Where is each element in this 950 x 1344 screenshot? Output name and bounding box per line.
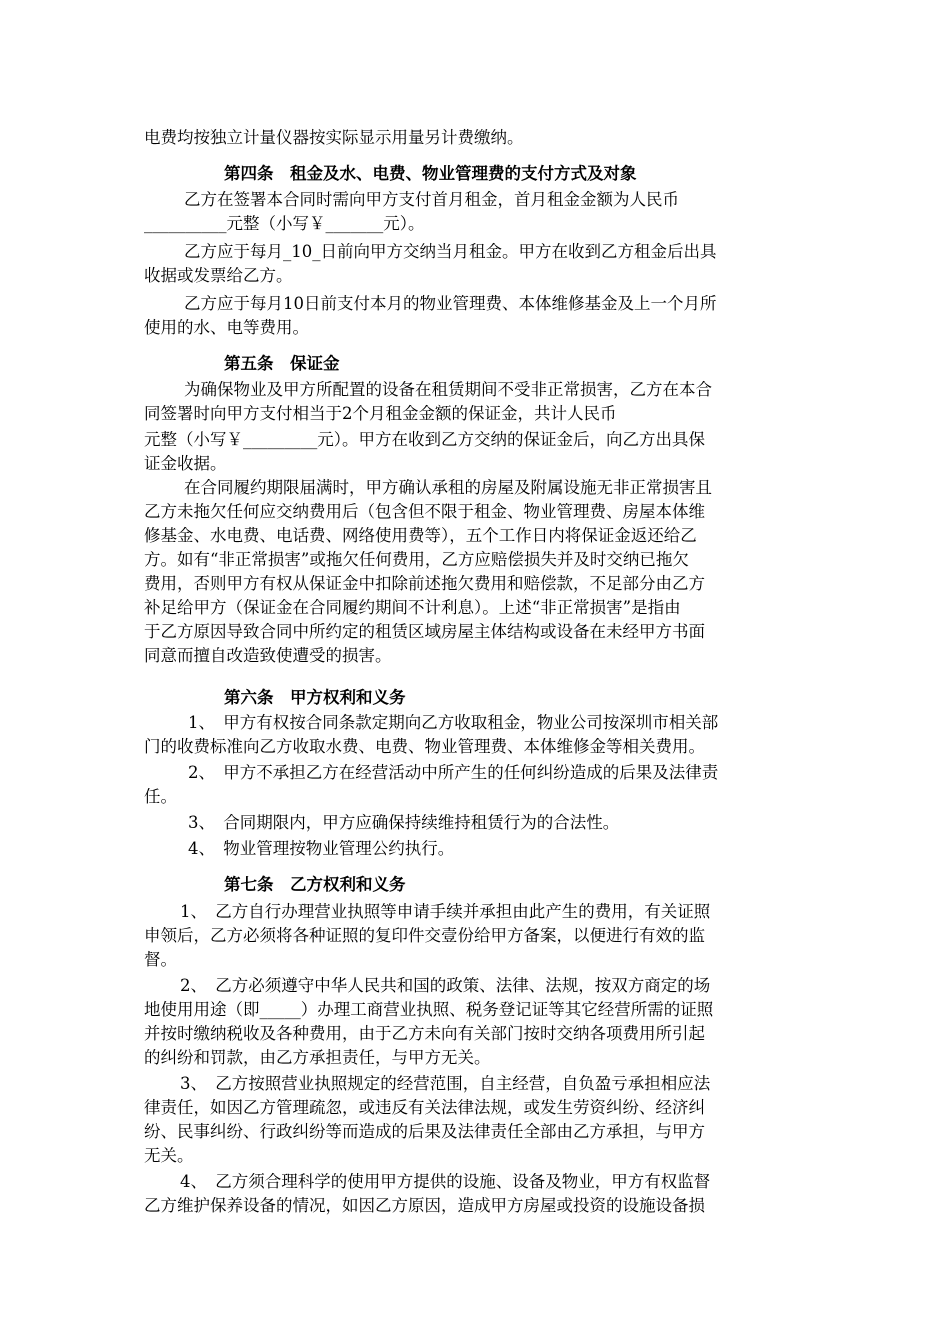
body-line: 于乙方原因导致合同中所约定的租赁区域房屋主体结构或设备在未经甲方书面	[144, 622, 705, 641]
body-line: 2、 甲方不承担乙方在经营活动中所产生的任何纠纷造成的后果及法律责	[188, 763, 719, 782]
body-line: 费用，否则甲方有权从保证金中扣除前述拖欠费用和赔偿款，不足部分由乙方	[144, 574, 705, 593]
body-line: 3、 合同期限内，甲方应确保持续维持租赁行为的合法性。	[188, 813, 620, 832]
body-line: 3、 乙方按照营业执照规定的经营范围，自主经营，自负盈亏承担相应法	[180, 1074, 711, 1093]
body-line: 证金收据。	[144, 454, 227, 473]
body-line: 4、 乙方须合理科学的使用甲方提供的设施、设备及物业，甲方有权监督	[180, 1172, 711, 1191]
body-line: 并按时缴纳税收及各种费用，由于乙方未向有关部门按时交纳各项费用所引起	[144, 1024, 705, 1043]
body-line: 为确保物业及甲方所配置的设备在租赁期间不受非正常损害，乙方在本合	[184, 380, 712, 399]
body-line: 申领后，乙方必须将各种证照的复印件交壹份给甲方备案，以便进行有效的监	[144, 926, 705, 945]
body-line: 电费均按独立计量仪器按实际显示用量另计费缴纳。	[144, 128, 524, 147]
article-4-heading: 第四条 租金及水、电费、物业管理费的支付方式及对象	[224, 164, 637, 183]
article-7-heading: 第七条 乙方权利和义务	[224, 875, 406, 894]
body-line: 督。	[144, 950, 177, 969]
body-line: 收据或发票给乙方。	[144, 266, 293, 285]
body-line: 律责任，如因乙方管理疏忽，或违反有关法律法规，或发生劳资纠纷、经济纠	[144, 1098, 705, 1117]
body-line: 方。如有“非正常损害”或拖欠任何费用，乙方应赔偿损失并及时交纳已拖欠	[144, 550, 689, 569]
article-5-heading: 第五条 保证金	[224, 354, 340, 373]
body-line: 乙方维护保养设备的情况，如因乙方原因，造成甲方房屋或投资的设施设备损	[144, 1196, 705, 1215]
body-line: 1、 甲方有权按合同条款定期向乙方收取租金，物业公司按深圳市相关部	[188, 713, 719, 732]
body-line: 4、 物业管理按物业管理公约执行。	[188, 839, 455, 858]
body-line: 门的收费标准向乙方收取水费、电费、物业管理费、本体维修金等相关费用。	[144, 737, 705, 756]
body-line: 乙方应于每月10日前支付本月的物业管理费、本体维修基金及上一个月所	[184, 294, 717, 313]
body-line: 补足给甲方（保证金在合同履约期间不计利息）。上述“非正常损害”是指由	[144, 598, 681, 617]
body-line: __________元整（小写￥_______元）。	[144, 214, 425, 233]
body-line: 同意而擅自改造致使遭受的损害。	[144, 646, 392, 665]
body-line: 乙方未拖欠任何应交纳费用后（包含但不限于租金、物业管理费、房屋本体维	[144, 502, 705, 521]
article-6-heading: 第六条 甲方权利和义务	[224, 688, 406, 707]
body-line: 无关。	[144, 1146, 194, 1165]
body-line: 乙方应于每月_10_日前向甲方交纳当月租金。甲方在收到乙方租金后出具	[184, 242, 717, 261]
body-line: 纷、民事纠纷、行政纠纷等而造成的后果及法律责任全部由乙方承担，与甲方	[144, 1122, 705, 1141]
body-line: 地使用用途（即_____）办理工商营业执照、税务登记证等其它经营所需的证照	[144, 1000, 714, 1019]
body-line: 使用的水、电等费用。	[144, 318, 309, 337]
body-line: 乙方在签署本合同时需向甲方支付首月租金，首月租金金额为人民币	[184, 190, 679, 209]
body-line: 任。	[144, 787, 177, 806]
body-line: 在合同履约期限届满时，甲方确认承租的房屋及附属设施无非正常损害且	[184, 478, 712, 497]
body-line: 1、 乙方自行办理营业执照等申请手续并承担由此产生的费用，有关证照	[180, 902, 711, 921]
body-line: 修基金、水电费、电话费、网络使用费等），五个工作日内将保证金返还给乙	[144, 526, 697, 545]
body-line: 元整（小写￥_________元）。甲方在收到乙方交纳的保证金后，向乙方出具保	[144, 430, 705, 449]
body-line: 的纠纷和罚款，由乙方承担责任，与甲方无关。	[144, 1048, 491, 1067]
body-line: 2、 乙方必须遵守中华人民共和国的政策、法律、法规，按双方商定的场	[180, 976, 711, 995]
body-line: 同签署时向甲方支付相当于2个月租金金额的保证金，共计人民币	[144, 404, 617, 423]
